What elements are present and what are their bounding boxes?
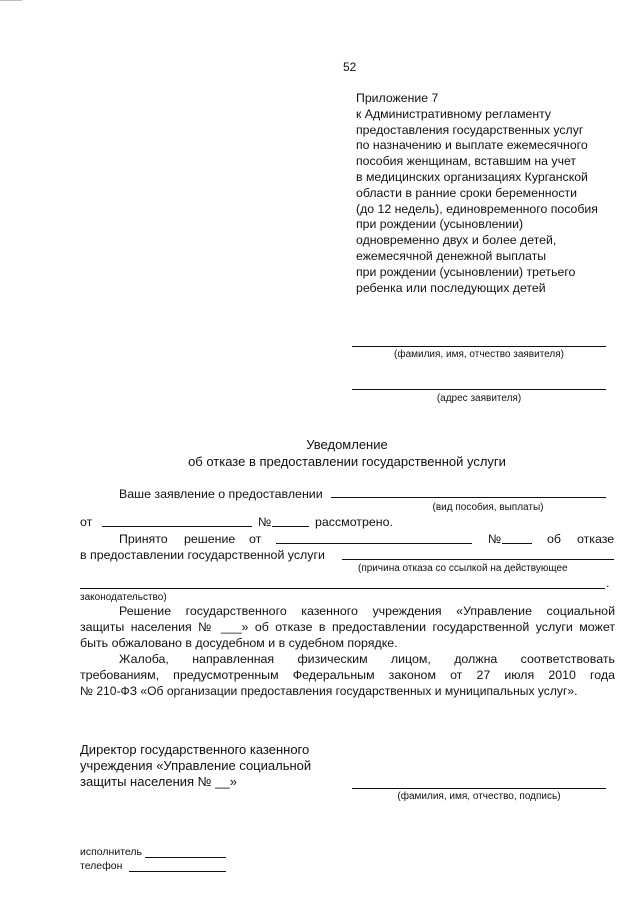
number-sign: № — [258, 515, 272, 529]
appendix-line: пособия женщинам, вставшим на учет — [356, 154, 577, 169]
considered-text: рассмотрено. — [315, 515, 393, 529]
paragraph-line: № 210-ФЗ «Об организации предоставления государственных и муниципальных услуг». — [80, 684, 578, 698]
period: . — [606, 576, 610, 590]
appendix-line: при рождении (усыновлении) — [356, 217, 524, 232]
director-line: учреждения «Управление социальной — [80, 758, 312, 773]
benefit-type-caption: (вид пособия, выплаты) — [432, 502, 544, 513]
refusal-reason-caption: (причина отказа со ссылкой на действующее — [358, 563, 568, 574]
refusal-reason-line — [342, 559, 614, 560]
appendix-line: одновременно двух и более детей, — [356, 233, 557, 248]
decision-word: решение — [184, 532, 236, 546]
paragraph-line: Жалоба, направленная физическим лицом, должна соответствовать — [119, 652, 615, 666]
refusal-word: об — [547, 532, 561, 546]
phone-line — [129, 871, 226, 872]
appendix-line: области в ранние сроки беременности — [356, 185, 578, 200]
refusal-word: отказе — [577, 532, 615, 546]
signature-line — [352, 788, 606, 789]
paragraph-line: защиты населения № ___» об отказе в предоставлении государственной услуги может — [80, 620, 615, 634]
director-line: защиты населения № __» — [80, 774, 237, 789]
service-text: в предоставлении государственной услуги — [80, 548, 325, 562]
appendix-line: ребенка или последующих детей — [356, 280, 546, 295]
notice-subtitle: об отказе в предоставлении государственной услуги — [188, 454, 506, 469]
scan-mark — [0, 0, 22, 1]
paragraph-line: Решение государственного казенного учреждения «Управление социальной — [119, 604, 615, 618]
appendix-line: по назначению и выплате ежемесячного — [356, 138, 588, 153]
number-line — [272, 526, 309, 527]
paragraph-line: быть обжаловано в досудебном и в судебном порядке. — [80, 636, 398, 650]
appendix-line: к Административному регламенту — [356, 106, 552, 121]
applicant-name-caption: (фамилия, имя, отчество заявителя) — [394, 349, 564, 360]
refusal-reason-continuation-line — [80, 588, 605, 589]
number-sign: № — [488, 532, 502, 546]
signature-caption: (фамилия, имя, отчество, подпись) — [397, 791, 561, 802]
director-line: Директор государственного казенного — [80, 742, 310, 757]
phone-label: телефон — [80, 860, 123, 872]
appendix-line: (до 12 недель), единовременного пособия — [356, 201, 598, 216]
decision-date-line — [276, 543, 472, 544]
application-text: Ваше заявление о предоставлении — [119, 487, 323, 501]
benefit-type-line — [331, 497, 606, 498]
appendix-header — [356, 91, 616, 296]
appendix-line: ежемесячной денежной выплаты — [356, 248, 547, 263]
decision-word: Принято — [119, 532, 168, 546]
notice-title: Уведомление — [306, 437, 388, 452]
appendix-line: Приложение 7 — [356, 91, 439, 105]
decision-number-line — [502, 543, 532, 544]
legislation-caption: законодательство) — [80, 592, 167, 603]
applicant-address-line — [352, 389, 606, 390]
date-line — [102, 526, 252, 527]
appendix-line: при рождении (усыновлении) третьего — [356, 264, 576, 279]
appendix-line: в медицинских организациях Курганской — [356, 169, 588, 184]
appendix-line: предоставления государственных услуг — [356, 122, 584, 137]
page-number: 52 — [343, 60, 357, 74]
paragraph-line: требованиям, предусмотренным Федеральным законом от 27 июля 2010 года — [80, 668, 615, 682]
applicant-name-line — [352, 346, 606, 347]
executor-line — [145, 857, 226, 858]
decision-word: от — [249, 532, 262, 546]
from-label: от — [80, 515, 93, 529]
applicant-address-caption: (адрес заявителя) — [436, 393, 522, 404]
executor-label: исполнитель — [80, 846, 142, 858]
